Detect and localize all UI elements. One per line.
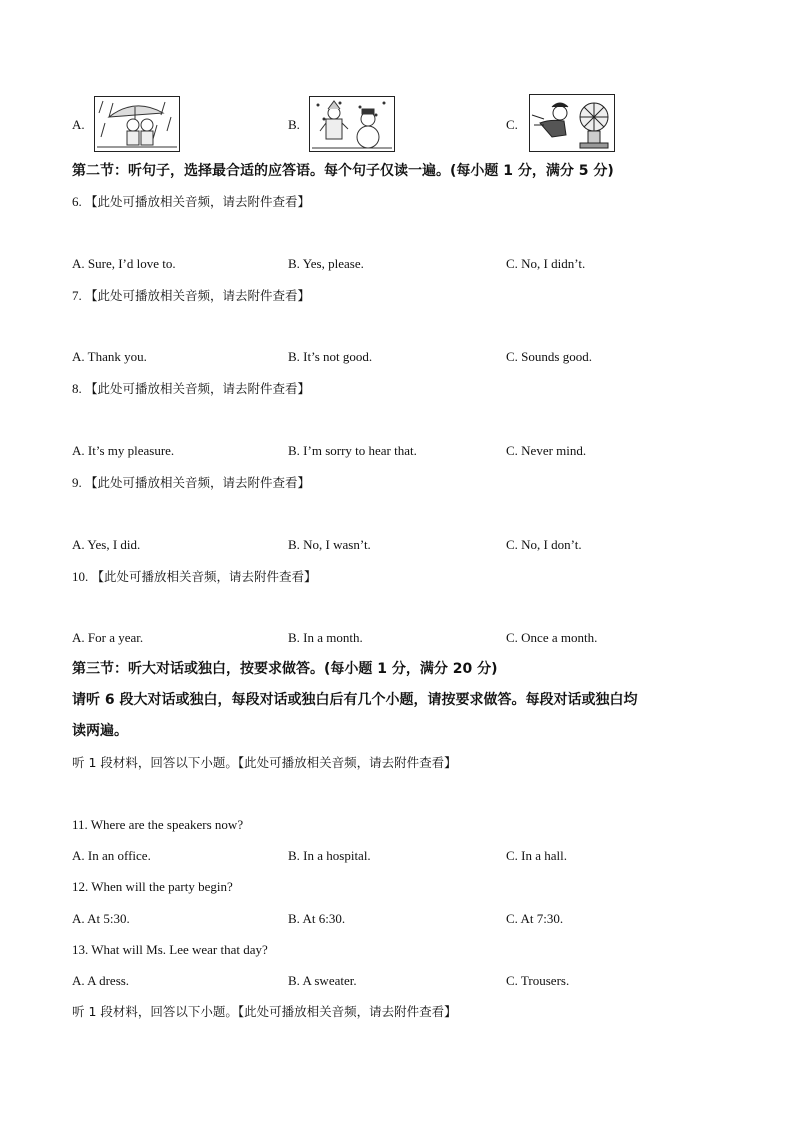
q12-option-c[interactable]: C. At 7:30. [506,911,564,926]
material-2-prompt[interactable]: 听 1 段材料，回答以下小题。【此处可播放相关音频，请去附件查看】 [72,1004,457,1019]
question-number: 7. [72,288,82,303]
q6-option-c[interactable]: C. No, I didn’t. [506,256,586,271]
rain-umbrella-icon [95,97,179,151]
question-9 [72,475,310,491]
question-number: 6. [72,194,82,209]
section3-instruction-line1: 请听 6 段大对话或独白，每段对话或独白后有几个小题，请按要求做答。每段对话或独白均 [72,692,638,708]
q9-option-a[interactable]: A. Yes, I did. [72,537,141,552]
q10-option-a[interactable]: A. For a year. [72,630,144,645]
q12-option-b[interactable]: B. At 6:30. [288,911,346,926]
fan-heat-icon [530,95,614,151]
material-1-prompt[interactable]: 听 1 段材料，回答以下小题。【此处可播放相关音频，请去附件查看】 [72,755,457,770]
picture-option-c-label: C. [506,117,518,132]
q7-option-b[interactable]: B. It’s not good. [288,349,373,364]
q6-option-b[interactable]: B. Yes, please. [288,256,364,271]
question-7 [72,288,310,304]
q11-option-c[interactable]: C. In a hall. [506,848,568,863]
q6-option-a[interactable]: A. Sure, I’d love to. [72,256,176,271]
picture-option-c [529,94,615,152]
section3-instruction-line2: 读两遍。 [72,723,128,739]
question-8 [72,381,310,397]
picture-option-a-label: A. [72,117,85,132]
audio-placeholder[interactable]: 【此处可播放相关音频，请去附件查看】 [85,381,311,396]
q10-option-c[interactable]: C. Once a month. [506,630,598,645]
q8-option-b[interactable]: B. I’m sorry to hear that. [288,443,417,458]
snowman-icon [310,97,394,151]
audio-placeholder[interactable]: 【此处可播放相关音频，请去附件查看】 [85,288,311,303]
picture-option-b [309,96,395,152]
question-number: 10. [72,569,89,584]
q10-option-b[interactable]: B. In a month. [288,630,363,645]
picture-option-a [94,96,180,152]
q12-option-a[interactable]: A. At 5:30. [72,911,130,926]
audio-placeholder[interactable]: 【此处可播放相关音频，请去附件查看】 [91,569,317,584]
question-12-text: 12. When will the party begin? [72,879,233,894]
q13-option-c[interactable]: C. Trousers. [506,973,570,988]
q7-option-c[interactable]: C. Sounds good. [506,349,592,364]
question-13-text: 13. What will Ms. Lee wear that day? [72,942,268,957]
q11-option-b[interactable]: B. In a hospital. [288,848,371,863]
question-6 [72,194,310,210]
q8-option-c[interactable]: C. Never mind. [506,443,587,458]
q8-option-a[interactable]: A. It’s my pleasure. [72,443,175,458]
q13-option-b[interactable]: B. A sweater. [288,973,357,988]
question-10 [72,569,317,585]
q9-option-c[interactable]: C. No, I don’t. [506,537,582,552]
question-number: 9. [72,475,82,490]
audio-placeholder[interactable]: 【此处可播放相关音频，请去附件查看】 [85,475,311,490]
question-11-text: 11. Where are the speakers now? [72,817,244,832]
q7-option-a[interactable]: A. Thank you. [72,349,147,364]
audio-placeholder[interactable]: 【此处可播放相关音频，请去附件查看】 [85,194,311,209]
section3-title: 第三节：听大对话或独白，按要求做答。(每小题 1 分，满分 20 分) [72,661,498,677]
picture-option-b-label: B. [288,117,300,132]
section2-title: 第二节：听句子，选择最合适的应答语。每个句子仅读一遍。(每小题 1 分，满分 5 分) [72,163,614,179]
q9-option-b[interactable]: B. No, I wasn’t. [288,537,371,552]
q13-option-a[interactable]: A. A dress. [72,973,130,988]
question-number: 8. [72,381,82,396]
q11-option-a[interactable]: A. In an office. [72,848,151,863]
